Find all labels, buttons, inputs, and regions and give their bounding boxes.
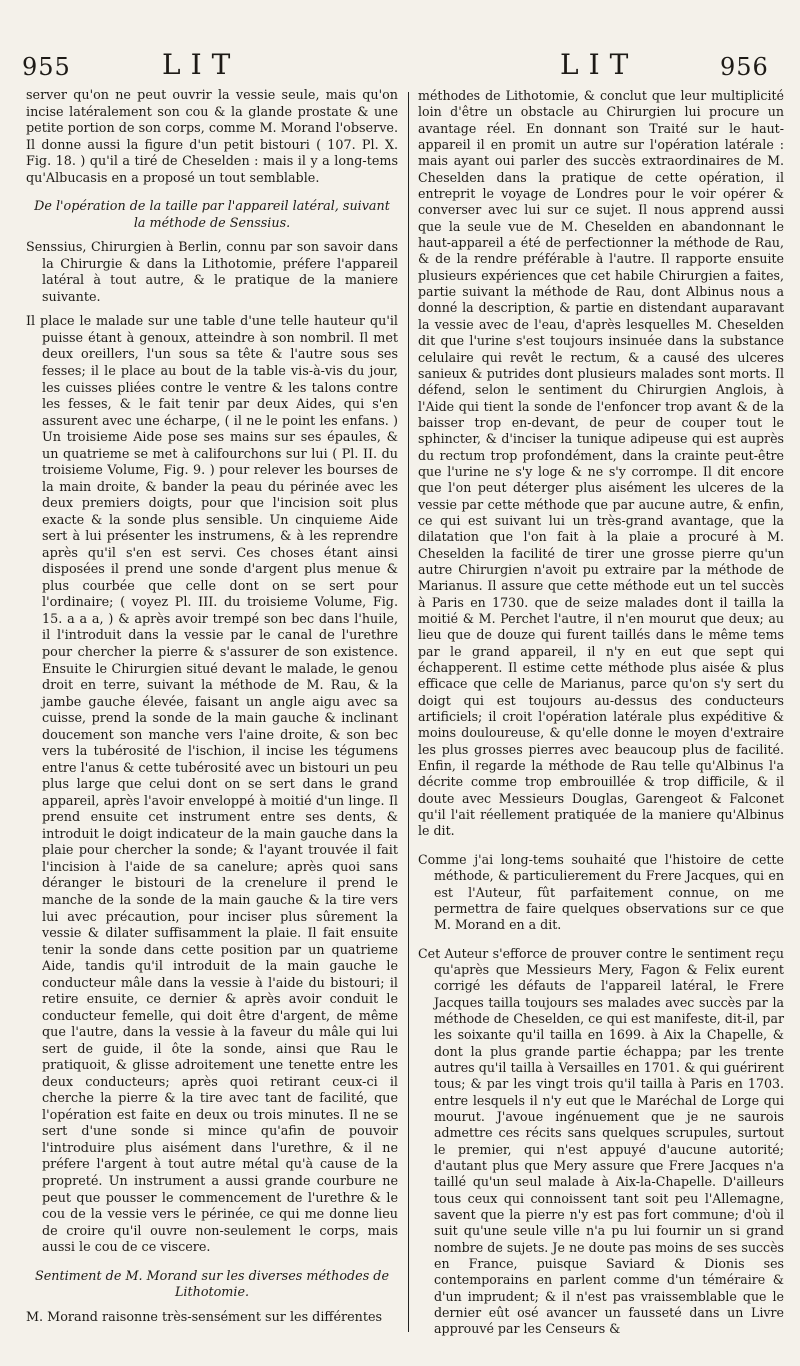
paragraph: Il place le malade sur une table d'une telle hauteur qu'il puisse étant à genoux, atteindre à son nombril. Il met deux oreillers, l'un sous sa tête & l'autre sous ses fesses; il le place au bout de la table vis-à-vis du jour, les cuisses pliées contre le ventre & les talons contre les fesses, & le fait tenir par deux Aides, qui s'en assurent avec une écharpe, ( il ne le point les enfans. ) Un troisieme Aide pose ses mains sur ses épaules, & un quatrieme se met à califourchons sur lui ( Pl. II. du troisieme Volume, Fig. 9. ) pour relever les bourses de la main droite, & bander la peau du périnée avec les deux premiers doigts, pour que l'incision soit plus exacte & la sonde plus sensible. Un cinquieme Aide sert à lui présenter les instrumens, & à les reprendre après qu'il s'en est servi. Ces choses étant ainsi disposées il prend une sonde d'argent plus menue & plus courbée que celle dont on se sert pour l'ordinaire; ( voyez Pl. III. du troisieme Volume, Fig. 15. a a a, ) & après avoir trempé son bec dans l'huile, il l'introduit dans la vessie par le canal de l'urethre pour chercher la pierre & s'assurer de son existence. Ensuite le Chirurgien situé devant le malade, le genou droit en terre, suivant la méthode de M. Rau, & la jambe gauche élevée, faisant un angle aigu avec sa cuisse, prend la sonde de la main gauche & inclinant doucement son manche vers l'aine droite, & son bec vers la tubérosité de l'ischion, il incise les tégumens entre l'anus & cette tubérosité avec un bistouri un peu plus large que celui dont on se sert dans le grand appareil, après l'avoir enveloppé à moitié d'un linge. Il prend ensuite cet instrument entre ses dents, & introduit le doigt indicateur de la main gauche dans la plaie pour chercher la sonde; & l'ayant trouvée il fait l'incision à l'aide de sa canelure; après quoi sans déranger le bistouri de la crenelure il prend le manche de la sonde de la main gauche & la tire vers lui avec précaution, pour inciser plus sûrement la vessie & dilater suffisamment la plaie. Il fait ensuite tenir la sonde dans cette position par un quatrieme Aide, tandis qu'il introduit de la main gauche le conducteur mâle dans la vessie à l'aide du bistouri; il retire ensuite, ce dernier & après avoir conduit le conducteur femelle, qui doit être d'argent, de même que l'autre, dans la vessie à la faveur du mâle qui lui sert de guide, il ôte la sonde, ainsi que Rau le pratiquoit, & glisse adroitement une tenette entre les deux conducteurs; après quoi retirant ceux-ci il cherche la pierre & la tire avec tant de facilité, que l'opération est faite en deux ou trois minutes. Il ne se sert d'une sonde si mince qu'afin de pouvoir l'introduire plus aisément dans l'urethre, & il ne préfere l'argent à tout autre métal qu'à cause de la propreté. Un instrument a aussi grande courbure ne peut que pousser le commencement de l'urethre & le cou de la vessie vers le périnée, ce qui me donne lieu de croire qu'il ouvre non-seulement le corps, mais aussi le cou de ce viscere. [26,314,398,1256]
running-title-left: LIT [162,48,241,81]
paragraph: M. Morand raisonne très-sensément sur les différentes [26,1309,383,1325]
paragraph: server qu'on ne peut ouvrir la vessie seule, mais qu'on incise latéralement son cou & la glande prostate & une petite portion de son corps, comme M. Morand l'observe. Il donne aussi la figure d'un petit bistouri ( 107. Pl. X. Fig. 18. ) qu'il a tiré de Cheselden : mais il y a long-tems qu'Albucasis en a proposé un tout semblable. [26,88,398,186]
column-divider [408,92,409,1332]
page-number-left: 955 [22,53,71,81]
section-heading: Sentiment de M. Morand sur les diverses méthodes de Lithotomie. [34,1268,390,1301]
paragraph: Cet Auteur s'efforce de prouver contre le sentiment reçu qu'après que Messieurs Mery, Fagon & Felix eurent corrigé les défauts de l'appareil latéral, le Frere Jacques tailla toujours ses malades avec succès par la méthode de Cheselden, ce qui est manifeste, dit-il, par les soixante qu'il tailla en 1699. à Aix la Chapelle, & dont la plus grande partie échappa; par les trente autres qu'il tailla à Versailles en 1701. & qui guérirent tous; & par les vingt trois qu'il tailla à Paris en 1703. entre lesquels il n'y eut que le Maréchal de Lorge qui mourut. J'avoue ingénuement que je ne saurois admettre ces récits sans quelques scrupules, surtout le premier, qui n'est appuyé d'aucune autorité; d'autant plus que Mery assure que Frere Jacques n'a taillé qu'un seul malade à Aix-la-Chapelle. D'ailleurs tous ceux qui connoissent tant soit peu l'Allemagne, savent que la pierre n'y est pas fort commune; d'où il suit qu'une seule ville n'a pu lui fournir un si grand nombre de sujets. Je ne doute pas moins de ses succès en France, puisque Saviard & Dionis ses contemporains en parlent comme d'un téméraire & d'un imprudent; & il n'est pas vraissemblable que le dernier eût osé avancer un fausseté dans un Livre approuvé par les Censeurs & [418,945,784,1337]
page-number-right: 956 [720,53,769,81]
paragraph: Senssius, Chirurgien à Berlin, connu par son savoir dans la Chirurgie & dans la Lithotomie, préfere l'appareil latéral à tout autre, & le pratique de la maniere suivante. [26,240,398,305]
running-title-right: LIT [560,48,639,81]
section-heading: De l'opération de la taille par l'appareil latéral, suivant la méthode de Senssius. [34,199,390,231]
paragraph: méthodes de Lithotomie, & conclut que leur multiplicité loin d'être un obstacle au Chirurgien lui procure un avantage réel. En donnant son Traité sur le haut-appareil il en promit un autre sur l'opération latérale : mais ayant oui parler des succès extraordinaires de M. Cheselden dans la pratique de cette opération, il entreprit le voyage de Londres pour le voir opérer & converser avec lui sur ce sujet. Il nous apprend aussi que la seule vue de M. Cheselden en abandonnant le haut-appareil a été de perfectionner la méthode de Rau, & de la rendre préférable à l'autre. Il rapporte ensuite plusieurs expériences que cet habile Chirurgien a faites, partie suivant la méthode de Rau, dont Albinus nous a donné la description, & partie en distendant auparavant la vessie avec de l'eau, d'après lesquelles M. Cheselden dit que l'urine s'est toujours insinuée dans la substance celulaire qui revêt le rectum, & a causé des ulceres sanieux & putrides dont plusieurs malades sont morts. Il défend, selon le sentiment du Chirurgien Anglois, à l'Aide qui tient la sonde de l'enfoncer trop avant & de la baisser trop en-devant, de peur de couper tout le sphincter, & d'inciser la tunique adipeuse qui est auprès du rectum trop profondément, dans la crainte peut-être que l'urine ne s'y loge & ne s'y corrompe. Il dit encore que l'on peut déterger plus aisément les ulceres de la vessie par cette méthode que par aucune autre, & enfin, ce qui est suivant lui un très-grand avantage, que la dilatation que l'on fait à la plaie a procuré à M. Cheselden la facilité de tirer une grosse pierre qu'un autre Chirurgien n'avoit pu extraire par la méthode de Marianus. Il assure que cette méthode eut un tel succès à Paris en 1730. que de seize malades dont il tailla la moitié & M. Perchet l'autre, il n'en mourut que deux; au lieu que de douze qui furent taillés dans le même tems par le grand appareil, il n'y en eut que sept qui échapperent. Il estime cette méthode plus aisée & plus efficace que celle de Marianus, parce qu'on s'y sert du doigt qui est toujours au-dessus des conducteurs artificiels; il croit l'opération latérale plus expéditive & moins douloureuse, & qu'elle donne le moyen d'extraire les plus grosses pierres avec beaucoup plus de facilité. Enfin, il regarde la méthode de Rau telle qu'Albinus l'a décrite comme trop embrouillée & trop difficile, & il doute avec Messieurs Douglas, Garengeot & Falconet qu'il l'ait réellement pratiquée de la maniere qu'Albinus le dit. [418,88,784,839]
page-header [0,48,800,92]
left-column [26,88,398,1326]
right-column [418,88,784,1338]
paragraph: Comme j'ai long-tems souhaité que l'histoire de cette méthode, & particulierement du Frere Jacques, qui en est l'Auteur, fût parfaitement connue, on me permettra de faire quelques observations sur ce que M. Morand en a dit. [418,851,784,933]
